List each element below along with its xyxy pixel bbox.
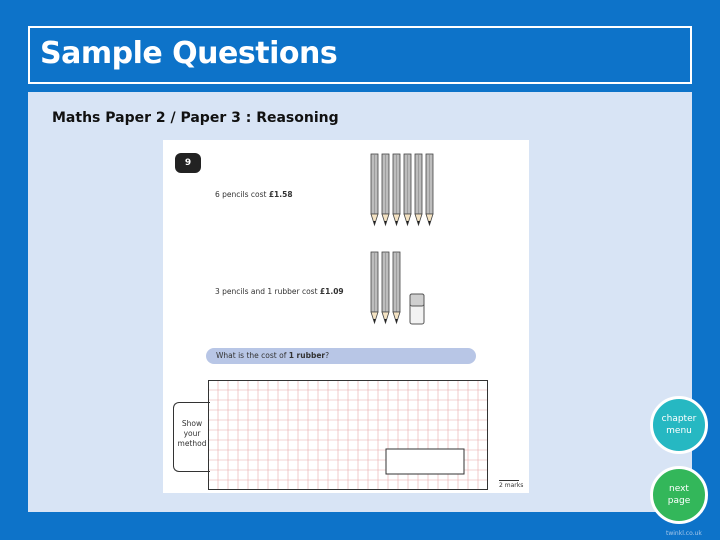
title-bar xyxy=(28,26,692,84)
next-page-line-2: page xyxy=(667,496,691,506)
marks-label: 2 marks xyxy=(499,482,524,489)
next-page-line-1: next xyxy=(669,484,689,494)
rubber-icon xyxy=(410,294,424,324)
show-method-line-3: method xyxy=(177,439,207,448)
pencil-icon xyxy=(393,154,400,225)
pencil-icon xyxy=(382,252,389,323)
pencil-icon xyxy=(393,252,400,323)
pencil-icon xyxy=(382,154,389,225)
pencil-icon xyxy=(426,154,433,225)
statement-1-text: 6 pencils cost xyxy=(215,190,269,199)
statement-2-value: £1.09 xyxy=(319,287,344,296)
statement-1-value: £1.58 xyxy=(268,190,293,199)
content-panel xyxy=(28,92,692,512)
question-number-badge: 9 xyxy=(175,153,201,173)
footer-credit: twinkl.co.uk xyxy=(666,530,702,537)
show-method-line-1: Show xyxy=(181,419,203,428)
marks-underline xyxy=(499,480,519,481)
prompt-end: ? xyxy=(325,351,330,360)
page-title: Sample Questions xyxy=(40,36,338,71)
pencil-icon xyxy=(404,154,411,225)
statement-2-text: 3 pencils and 1 rubber cost xyxy=(215,287,320,296)
working-grid[interactable] xyxy=(208,380,488,490)
prompt-bold: 1 rubber xyxy=(288,351,326,360)
prompt-text: What is the cost of xyxy=(216,351,289,360)
show-your-method-label xyxy=(173,402,210,472)
chapter-menu-line-2: menu xyxy=(666,426,692,436)
answer-box xyxy=(386,449,464,474)
pencil-icon xyxy=(371,252,378,323)
paper-subtitle: Maths Paper 2 / Paper 3 : Reasoning xyxy=(52,110,339,126)
pencil-icon xyxy=(415,154,422,225)
statement-2 xyxy=(215,287,344,296)
six-pencils-illustration xyxy=(369,152,441,232)
question-prompt-bar xyxy=(206,348,476,364)
question-sheet xyxy=(163,140,529,493)
next-page-button[interactable] xyxy=(650,466,708,524)
three-pencils-and-rubber-illustration xyxy=(369,250,429,330)
statement-1 xyxy=(215,190,293,199)
chapter-menu-line-1: chapter xyxy=(661,414,697,424)
show-method-line-2: your xyxy=(183,429,201,438)
pencil-icon xyxy=(371,154,378,225)
chapter-menu-button[interactable] xyxy=(650,396,708,454)
